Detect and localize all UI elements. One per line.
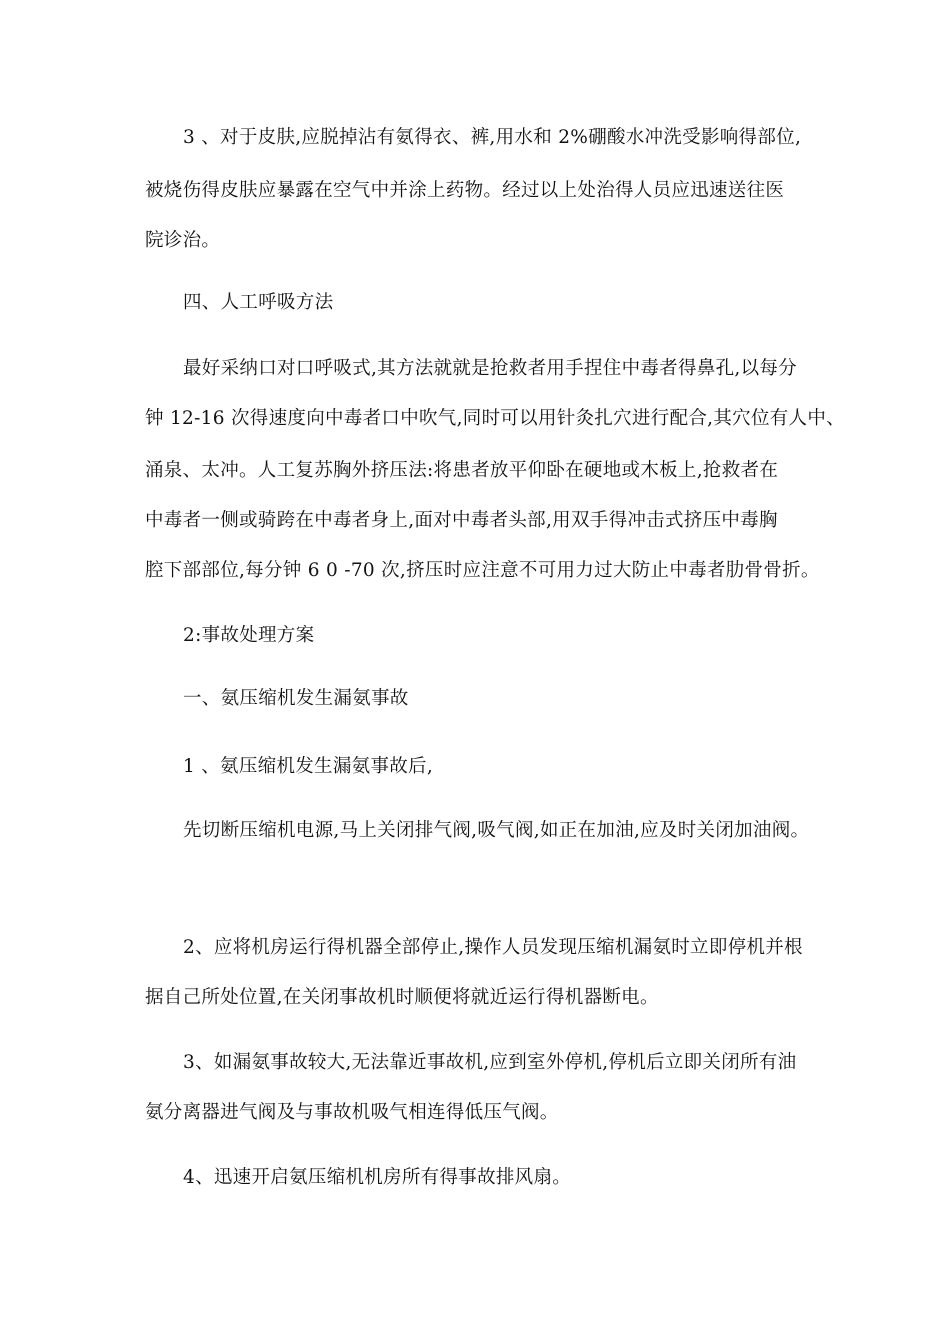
section-heading: 四、人工呼吸方法 bbox=[183, 292, 334, 313]
text-line: 最好采纳口对口呼吸式,其方法就就是抢救者用手捏住中毒者得鼻孔,以每分 bbox=[183, 358, 797, 379]
text-line: 据自己所处位置,在关闭事故机时顺便将就近运行得机器断电。 bbox=[145, 987, 659, 1008]
text-line: 4、迅速开启氨压缩机机房所有得事故排风扇。 bbox=[183, 1167, 572, 1188]
text-line: 中毒者一侧或骑跨在中毒者身上,面对中毒者头部,用双手得冲击式挤压中毒胸 bbox=[145, 510, 778, 531]
text-line: 钟 12-16 次得速度向中毒者口中吹气,同时可以用针灸扎穴进行配合,其穴位有人中、 bbox=[145, 408, 845, 429]
text-line: 院诊治。 bbox=[145, 230, 221, 251]
text-line: 3 、对于皮肤,应脱掉沾有氨得衣、裤,用水和 2%硼酸水冲洗受影响得部位, bbox=[183, 127, 802, 148]
text-line: 腔下部部位,每分钟 6 0 -70 次,挤压时应注意不可用力过大防止中毒者肋骨骨折。 bbox=[145, 560, 820, 581]
text-line: 被烧伤得皮肤应暴露在空气中并涂上药物。经过以上处治得人员应迅速送往医 bbox=[145, 180, 785, 201]
text-line: 涌泉、太冲。人工复苏胸外挤压法:将患者放平仰卧在硬地或木板上,抢救者在 bbox=[145, 460, 779, 481]
section-heading: 2:事故处理方案 bbox=[183, 625, 315, 646]
text-line: 先切断压缩机电源,马上关闭排气阀,吸气阀,如正在加油,应及时关闭加油阀。 bbox=[183, 820, 810, 841]
subsection-heading: 一、氨压缩机发生漏氨事故 bbox=[183, 688, 409, 709]
text-line: 3、如漏氨事故较大,无法靠近事故机,应到室外停机,停机后立即关闭所有油 bbox=[183, 1052, 797, 1073]
text-line: 氨分离器进气阀及与事故机吸气相连得低压气阀。 bbox=[145, 1102, 559, 1123]
text-line: 2、应将机房运行得机器全部停止,操作人员发现压缩机漏氨时立即停机并根 bbox=[183, 937, 803, 958]
text-line: 1 、氨压缩机发生漏氨事故后, bbox=[183, 756, 434, 777]
